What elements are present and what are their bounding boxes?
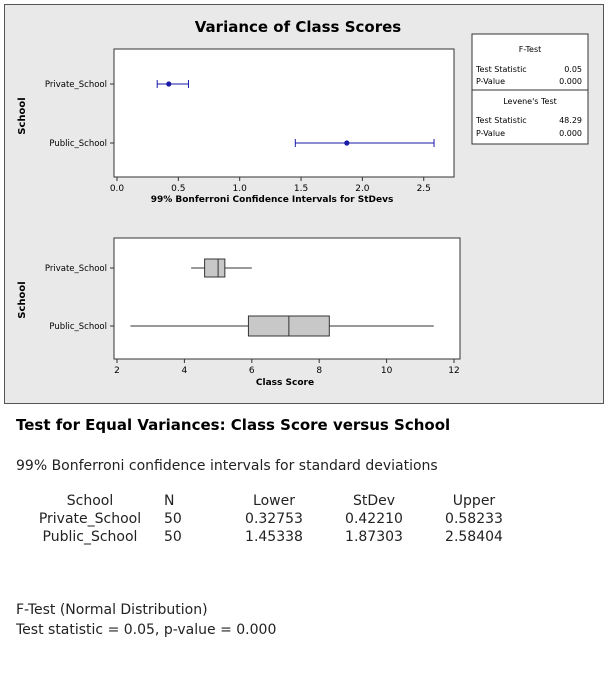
x-tick-label: 2.0 bbox=[355, 184, 370, 194]
session-title: Test for Equal Variances: Class Score versus School bbox=[16, 416, 451, 434]
table-cell: 1.45338 bbox=[245, 529, 303, 545]
results-table bbox=[16, 492, 524, 546]
y-tick-label: Private_School bbox=[44, 80, 107, 90]
table-cell: Public_School bbox=[42, 529, 138, 545]
box-iqr bbox=[205, 259, 225, 277]
ci-y-axis-label: School bbox=[17, 97, 28, 135]
table-cell: 0.42210 bbox=[345, 511, 403, 527]
table-cell: Private_School bbox=[38, 511, 142, 527]
table-row bbox=[16, 528, 524, 546]
levene-p-label: P-Value bbox=[476, 129, 506, 138]
box-y-axis-label: School bbox=[17, 281, 28, 319]
ci-plot-area bbox=[114, 49, 454, 177]
results-header: Lower bbox=[253, 493, 295, 509]
ci-stdev-point bbox=[166, 81, 171, 86]
ftest-stat-label: Test Statistic bbox=[476, 65, 527, 74]
test-results-legend bbox=[472, 34, 588, 144]
session-output bbox=[16, 410, 596, 640]
table-row bbox=[16, 510, 524, 528]
y-tick-label: Private_School bbox=[44, 264, 107, 274]
box-x-axis-label: Class Score bbox=[255, 378, 315, 388]
ftest-heading: F-Test (Normal Distribution) bbox=[16, 602, 208, 618]
table-cell: 0.32753 bbox=[245, 511, 303, 527]
x-tick-label: 0.0 bbox=[109, 184, 125, 194]
y-tick-label: Public_School bbox=[49, 322, 107, 332]
ftest-legend-title: F-Test bbox=[518, 45, 542, 54]
results-header: School bbox=[66, 493, 114, 509]
x-tick-label: 0.5 bbox=[171, 184, 186, 194]
results-header: N bbox=[164, 493, 175, 509]
table-cell: 1.87303 bbox=[345, 529, 403, 545]
ftest-p-label: P-Value bbox=[476, 77, 506, 86]
box-plot-area bbox=[114, 238, 460, 359]
table-cell: 50 bbox=[164, 511, 182, 527]
levene-stat-value: 48.29 bbox=[559, 116, 582, 125]
table-cell: 2.58404 bbox=[445, 529, 503, 545]
x-tick-label: 8 bbox=[316, 366, 323, 376]
levene-p-value: 0.000 bbox=[559, 129, 582, 138]
chart-title: Variance of Class Scores bbox=[194, 18, 402, 36]
x-tick-label: 4 bbox=[181, 366, 188, 376]
results-header: StDev bbox=[352, 493, 396, 509]
table-cell: 50 bbox=[164, 529, 182, 545]
y-tick-label: Public_School bbox=[49, 139, 107, 149]
ci-stdev-point bbox=[344, 140, 349, 145]
x-tick-label: 1.0 bbox=[232, 184, 247, 194]
x-tick-label: 10 bbox=[380, 366, 393, 376]
results-header: Upper bbox=[452, 493, 496, 509]
table-cell: 0.58233 bbox=[445, 511, 503, 527]
ftest-summary bbox=[16, 600, 596, 640]
results-header-row bbox=[16, 492, 524, 510]
session-subtitle: 99% Bonferroni confidence intervals for standard deviations bbox=[16, 458, 438, 474]
levene-stat-label: Test Statistic bbox=[476, 116, 527, 125]
ftest-p-value: 0.000 bbox=[559, 77, 582, 86]
x-tick-label: 6 bbox=[248, 366, 255, 376]
ftest-result: Test statistic = 0.05, p-value = 0.000 bbox=[16, 622, 277, 638]
x-tick-label: 12 bbox=[448, 366, 460, 376]
x-tick-label: 1.5 bbox=[293, 184, 309, 194]
ci-x-axis-label: 99% Bonferroni Confidence Intervals for StDevs bbox=[150, 195, 394, 205]
x-tick-label: 2 bbox=[114, 366, 120, 376]
ftest-stat-value: 0.05 bbox=[564, 65, 582, 74]
levene-legend-title: Levene's Test bbox=[503, 97, 557, 106]
minitab-figure bbox=[4, 4, 604, 404]
x-tick-label: 2.5 bbox=[416, 184, 431, 194]
